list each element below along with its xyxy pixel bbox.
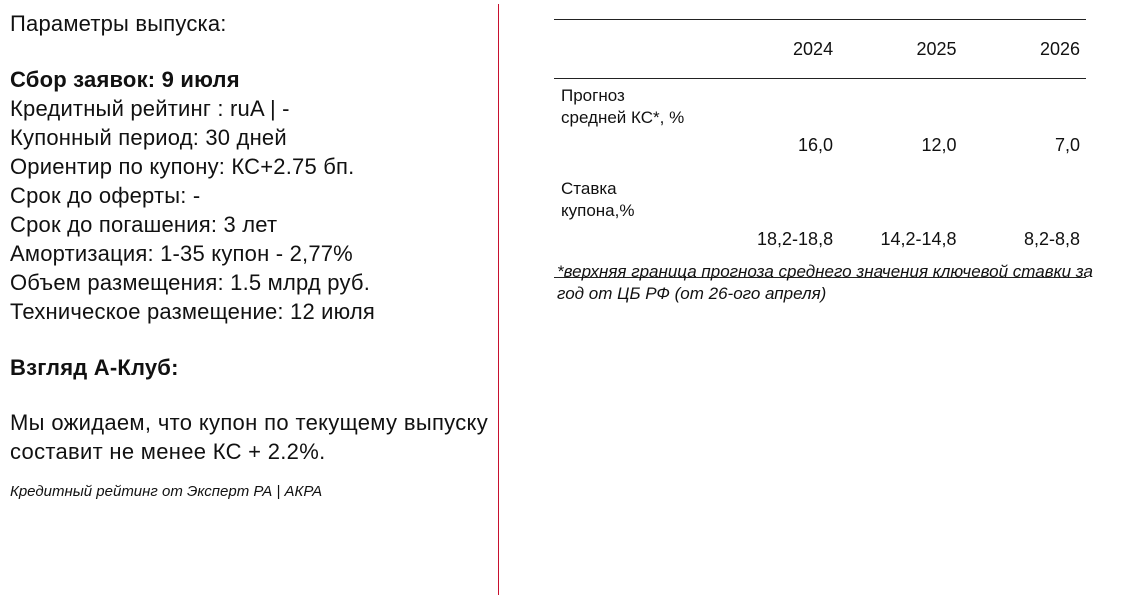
header-year: 2025	[839, 20, 962, 79]
table-cell: 7,0	[1054, 135, 1080, 155]
row-label	[554, 79, 723, 175]
issue-volume-line: Объем размещения: 1.5 млрд руб.	[10, 270, 371, 295]
row-label-line: купона,%	[561, 201, 635, 220]
coupon-period-line: Купонный период: 30 дней	[10, 125, 287, 150]
table-cell: 16,0	[798, 135, 834, 155]
technical-placement-line: Техническое размещение: 12 июля	[10, 299, 376, 324]
header-year: 2024	[723, 20, 839, 79]
row-label-line: Ставка	[561, 179, 617, 198]
put-option-term-line: Срок до оферты: -	[10, 183, 201, 208]
table-row	[554, 79, 1086, 175]
header-empty-cell	[554, 20, 723, 79]
issue-heading: Параметры выпуска:	[10, 11, 227, 36]
table-cell: 14,2-14,8	[839, 174, 962, 278]
rating-source-note: Кредитный рейтинг от Эксперт РА | АКРА	[10, 483, 323, 500]
amortization-line: Амортизация: 1-35 купон - 2,77%	[10, 241, 353, 266]
coupon-guidance-line: Ориентир по купону: КС+2.75 бп.	[10, 154, 355, 179]
table-header-row	[554, 20, 1086, 79]
issue-parameters-panel	[10, 9, 488, 502]
vertical-divider	[498, 4, 499, 595]
table-footnote: *верхняя граница прогноза среднего значения ключевой ставки за год от ЦБ РФ (от 26-ого апреля)	[557, 262, 1093, 303]
forecast-table	[554, 19, 1086, 278]
row-label-line: Прогноз	[561, 86, 625, 105]
table-cell: 12,0	[921, 135, 957, 155]
forecast-table-panel	[554, 19, 1086, 278]
maturity-term-line: Срок до погашения: 3 лет	[10, 212, 278, 237]
row-label-line: средней КС*, %	[561, 108, 685, 127]
table-cell: 18,2-18,8	[723, 174, 839, 278]
view-heading: Взгляд А-Клуб:	[10, 355, 179, 380]
view-text: Мы ожидаем, что купон по текущему выпуску составит не менее КС + 2.2%.	[10, 410, 488, 464]
table-cell: 8,2-8,8	[963, 174, 1086, 278]
credit-rating-line: Кредитный рейтинг : ruA | -	[10, 96, 290, 121]
header-year: 2026	[963, 20, 1086, 79]
book-building-date: Сбор заявок: 9 июля	[10, 67, 240, 92]
